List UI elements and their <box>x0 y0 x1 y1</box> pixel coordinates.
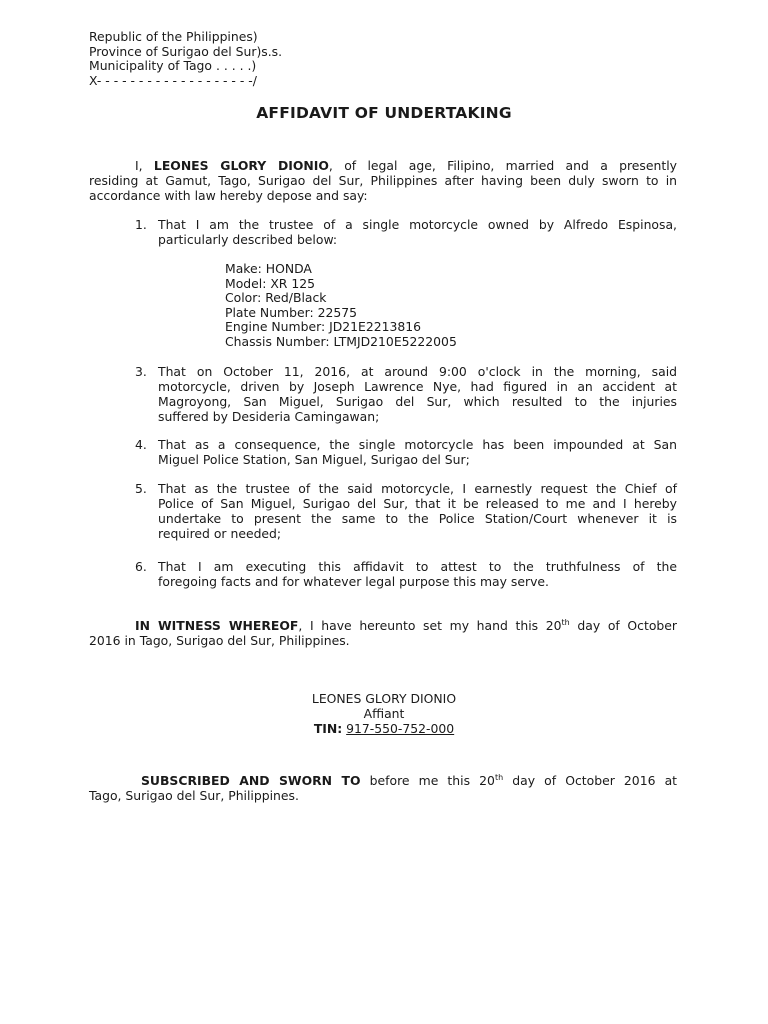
item-body <box>158 364 677 424</box>
text-line: foregoing facts and for whatever legal purpose this may serve. <box>158 574 549 589</box>
affiant-role <box>0 706 768 721</box>
text-span: I, <box>135 158 154 173</box>
text-line: Magroyong, San Miguel, Surigao del Sur, which resulted to the injuries <box>158 394 677 409</box>
text-line: accordance with law hereby depose and say: <box>89 188 368 203</box>
signature-role: Affiant <box>363 706 405 721</box>
text-line: Tago, Surigao del Sur, Philippines. <box>89 788 299 803</box>
affiant-tin <box>0 721 768 736</box>
witness-paragraph <box>89 618 677 648</box>
document-title: AFFIDAVIT OF UNDERTAKING <box>256 104 512 122</box>
text-line: suffered by Desideria Camingawan; <box>158 409 380 424</box>
intro-paragraph <box>89 158 677 203</box>
item-number: 5. <box>135 481 147 496</box>
item-number: 3. <box>135 364 147 379</box>
text-line: 2016 in Tago, Surigao del Sur, Philippines. <box>89 633 350 648</box>
text-line: That I am the trustee of a single motorcycle owned by Alfredo Espinosa, <box>158 217 677 232</box>
affiant-name <box>0 691 768 706</box>
venue-line: Province of Surigao del Sur)s.s. <box>89 43 283 59</box>
witness-heading: IN WITNESS WHEREOF <box>135 618 299 633</box>
item-number: 1. <box>135 217 147 232</box>
ordinal-suffix: th <box>494 773 504 782</box>
text-line: That as a consequence, the single motorcycle has been impounded at San <box>158 437 677 452</box>
tin-value: 917-550-752-000 <box>346 721 455 736</box>
venue-line: Republic of the Philippines) <box>89 29 258 44</box>
item-body <box>158 559 677 589</box>
text-span: day of October 2016 at <box>503 773 678 788</box>
text-line <box>89 618 677 633</box>
text-line: That as the trustee of the said motorcycle, I earnestly request the Chief of <box>158 481 677 496</box>
venue-block <box>89 30 282 88</box>
text-span: , I have hereunto set my hand this 20 <box>298 618 562 633</box>
text-line: particularly described below: <box>158 232 338 247</box>
text-span: , of legal age, Filipino, married and a presently <box>328 158 677 173</box>
text-line: residing at Gamut, Tago, Surigao del Sur, Philippines after having been duly sworn to in <box>89 173 677 188</box>
text-line: undertake to present the same to the Police Station/Court whenever it is <box>158 511 677 526</box>
jurat-paragraph <box>89 773 677 803</box>
text-line: That I am executing this affidavit to attest to the truthfulness of the <box>158 559 677 574</box>
text-line <box>89 158 677 173</box>
text-line <box>89 773 677 788</box>
text-span: day of October <box>569 618 677 633</box>
text-line: That on October 11, 2016, at around 9:00 o'clock in the morning, said <box>158 364 677 379</box>
item-body <box>158 481 677 541</box>
tin-label: TIN: <box>313 721 343 736</box>
item-body <box>158 437 677 467</box>
ordinal-suffix: th <box>561 618 570 627</box>
affiant-name-inline: LEONES GLORY DIONIO <box>153 158 329 173</box>
item-number: 6. <box>135 559 147 574</box>
item-body <box>158 217 677 247</box>
text-line: motorcycle, driven by Joseph Lawrence Nye, had figured in an accident at <box>158 379 677 394</box>
spec-make: Make: HONDA <box>225 261 312 276</box>
text-line: required or needed; <box>158 526 282 541</box>
spec-model: Model: XR 125 <box>225 275 316 291</box>
spec-color: Color: Red/Black <box>225 290 327 305</box>
signature-name: LEONES GLORY DIONIO <box>311 691 457 706</box>
spec-chassis: Chassis Number: LTMJD210E5222005 <box>225 333 457 349</box>
text-line: Miguel Police Station, San Miguel, Surigao del Sur; <box>158 452 470 467</box>
jurat-heading: SUBSCRIBED AND SWORN TO <box>141 773 361 788</box>
venue-line: X- - - - - - - - - - - - - - - - - - -/ <box>89 72 257 88</box>
item-number: 4. <box>135 437 147 452</box>
spec-engine: Engine Number: JD21E2213816 <box>225 319 422 334</box>
text-line: Police of San Miguel, Surigao del Sur, that it be released to me and I hereby <box>158 496 677 511</box>
venue-line: Municipality of Tago . . . . .) <box>89 58 257 74</box>
motorcycle-specs <box>225 262 457 349</box>
text-span: before me this 20 <box>360 773 495 788</box>
spec-plate: Plate Number: 22575 <box>225 304 358 320</box>
